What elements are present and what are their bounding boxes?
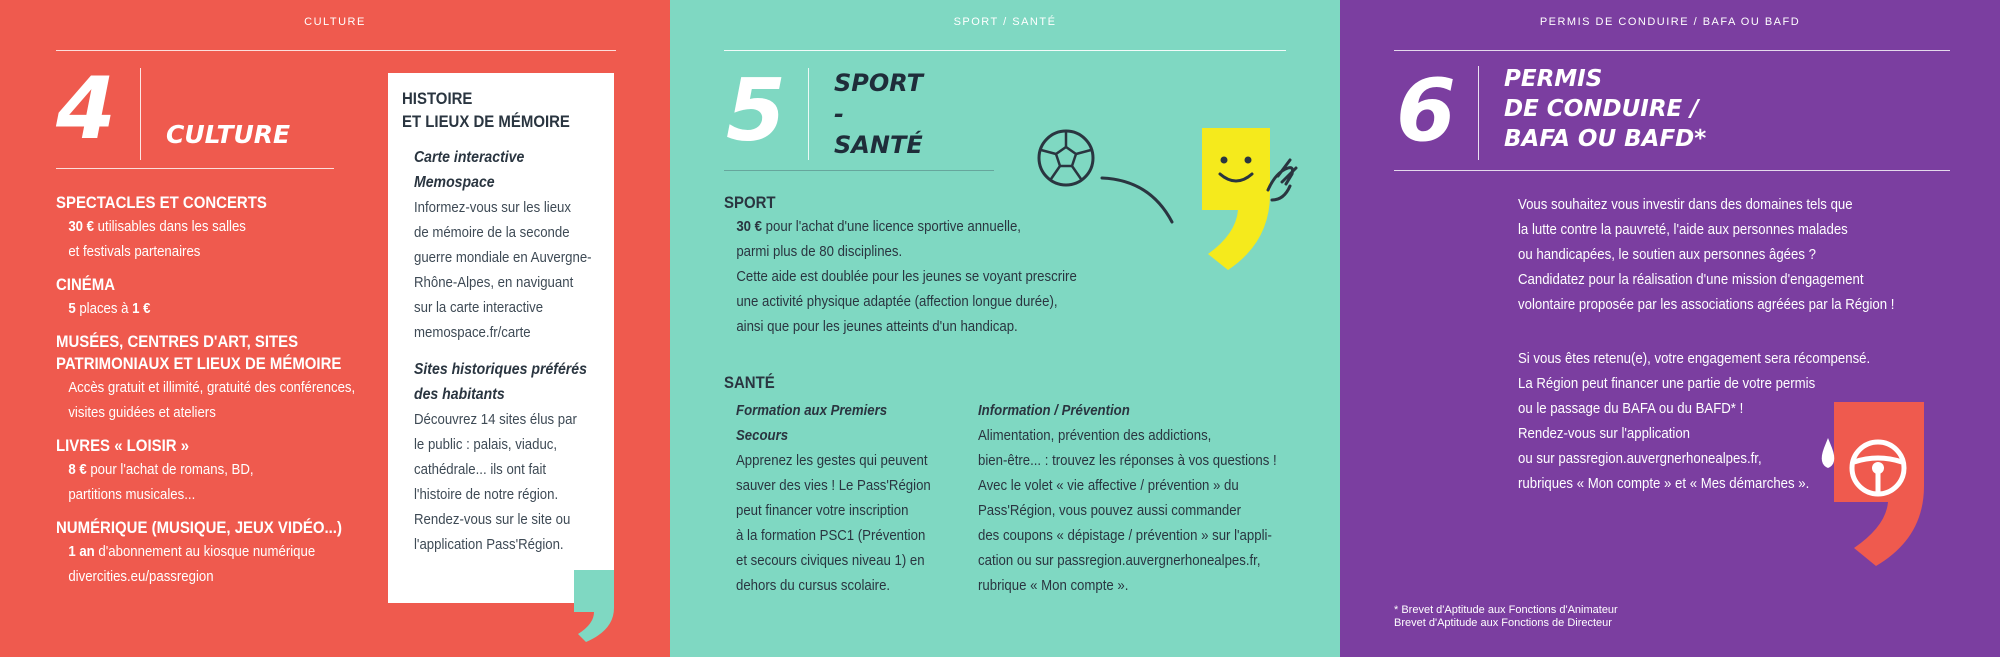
section-title: SPORT - SANTÉ (834, 69, 924, 159)
divider (140, 68, 141, 160)
permis-text: ou le passage du BAFA ou du BAFD* ! (1518, 400, 1744, 417)
permis-text: rubriques « Mon compte » et « Mes démarches ». (1518, 475, 1810, 492)
box-text: Rendez-vous sur le site ou (414, 511, 571, 528)
smiling-comma-icon (1194, 124, 1304, 274)
permis-text: ou sur passregion.auvergnerhonealpes.fr, (1518, 450, 1762, 467)
column-text: à la formation PSC1 (Prévention (736, 527, 926, 544)
box-text: Rhône-Alpes, en naviguant (414, 274, 574, 291)
steering-wheel-comma-icon (1816, 398, 1936, 570)
item-heading: PATRIMONIAUX ET LIEUX DE MÉMOIRE (56, 354, 342, 373)
sport-panel (670, 0, 1340, 657)
item-text: 5 places à 1 € (68, 300, 151, 317)
box-subtitle: Carte interactive (414, 149, 525, 166)
divider (724, 50, 1286, 51)
column-text: dehors du cursus scolaire. (736, 577, 891, 594)
column-text: des coupons « dépistage / prévention » sur l'appli- (978, 527, 1272, 544)
item-heading: SPECTACLES ET CONCERTS (56, 193, 267, 212)
item-text: partitions musicales... (68, 486, 196, 503)
box-text: l'application Pass'Région. (414, 536, 564, 553)
permis-text: volontaire proposée par les associations agréées par la Région ! (1518, 296, 1895, 313)
divider (1394, 170, 1950, 171)
prevention-column (978, 398, 1317, 598)
section-number: 5 (726, 61, 786, 161)
culture-panel (0, 0, 670, 657)
sport-top-label: SPORT / SANTÉ (953, 16, 1057, 28)
box-subtitle: Sites historiques préférés (414, 361, 587, 378)
sport-text: 30 € pour l'achat d'une licence sportive annuelle, (736, 218, 1021, 235)
column-text: Apprenez les gestes qui peuvent (736, 452, 928, 469)
section-number: 6 (1396, 61, 1456, 161)
sante-section (724, 372, 782, 394)
item-text: visites guidées et ateliers (68, 404, 216, 421)
item-text: 1 an d'abonnement au kiosque numérique (68, 543, 316, 560)
column-title: Secours (736, 427, 789, 444)
permis-text: Si vous êtes retenu(e), votre engagement sera récompensé. (1518, 350, 1871, 367)
divider (1478, 66, 1479, 160)
column-text: cation ou sur passregion.auvergnerhonealpes.fr, (978, 552, 1261, 569)
divider (808, 68, 809, 160)
section-number: 4 (56, 59, 116, 159)
sport-text: parmi plus de 80 disciplines. (736, 243, 903, 260)
column-text: bien-être... : trouvez les réponses à vos questions ! (978, 452, 1277, 469)
item-heading: MUSÉES, CENTRES D'ART, SITES (56, 332, 299, 351)
first-aid-column (736, 398, 957, 598)
box-subtitle: des habitants (414, 386, 505, 403)
item-text: divercities.eu/passregion (68, 568, 214, 585)
column-text: et secours civiques niveau 1) en (736, 552, 925, 569)
sante-heading: SANTÉ (724, 373, 775, 392)
column-text: sauver des vies ! Le Pass'Région (736, 477, 931, 494)
permis-top-label: PERMIS DE CONDUIRE / BAFA OU BAFD (1539, 16, 1801, 28)
memory-box (388, 73, 614, 603)
item-heading: NUMÉRIQUE (MUSIQUE, JEUX VIDÉO...) (56, 518, 342, 537)
item-text: Accès gratuit et illimité, gratuité des conférences, (68, 379, 356, 396)
column-text: rubrique « Mon compte ». (978, 577, 1129, 594)
box-text: guerre mondiale en Auvergne- (414, 249, 592, 266)
section-title: CULTURE (166, 120, 291, 149)
sport-heading: SPORT (724, 193, 776, 212)
footnote: Brevet d'Aptitude aux Fonctions de Directeur (1394, 617, 1612, 629)
column-text: Avec le volet « vie affective / prévention » du (978, 477, 1239, 494)
divider (56, 50, 616, 51)
column-text: Pass'Région, vous pouvez aussi commander (978, 502, 1241, 519)
column-title: Formation aux Premiers (736, 402, 888, 419)
box-title: ET LIEUX DE MÉMOIRE (402, 112, 570, 131)
box-text: Informez-vous sur les lieux (414, 199, 571, 216)
sport-text: une activité physique adaptée (affection longue durée), (736, 293, 1058, 310)
box-text: l'histoire de notre région. (414, 486, 559, 503)
item-heading: LIVRES « LOISIR » (56, 436, 190, 455)
permis-panel (1340, 0, 2000, 657)
divider (1394, 50, 1950, 51)
permis-text: Rendez-vous sur l'application (1518, 425, 1691, 442)
box-text: de mémoire de la seconde (414, 224, 570, 241)
sport-text: Cette aide est doublée pour les jeunes se voyant prescrire (736, 268, 1077, 285)
divider (56, 168, 334, 169)
column-title: Information / Prévention (978, 402, 1130, 419)
box-text: le public : palais, viaduc, (414, 436, 558, 453)
sport-section (724, 192, 1125, 339)
column-text: peut financer votre inscription (736, 502, 909, 519)
permis-text: Vous souhaitez vous investir dans des domaines tels que (1518, 196, 1853, 213)
box-subtitle: Memospace (414, 174, 495, 191)
item-text: et festivals partenaires (68, 243, 201, 260)
item-text: 8 € pour l'achat de romans, BD, (68, 461, 254, 478)
sport-text: ainsi que pour les jeunes atteints d'un handicap. (736, 318, 1018, 335)
box-text: Découvrez 14 sites élus par (414, 411, 577, 428)
box-text: sur la carte interactive (414, 299, 544, 316)
section-title: PERMIS DE CONDUIRE / BAFA OU BAFD* (1504, 66, 1707, 152)
culture-top-label: CULTURE (304, 16, 366, 28)
box-title: HISTOIRE (402, 89, 473, 108)
permis-text: Candidatez pour la réalisation d'une mission d'engagement (1518, 271, 1864, 288)
permis-intro (1518, 192, 1946, 317)
culture-list (56, 192, 396, 589)
comma-icon (572, 568, 616, 644)
column-text: Alimentation, prévention des addictions, (978, 427, 1212, 444)
item-heading: CINÉMA (56, 275, 116, 294)
permis-text: ou handicapées, le soutien aux personnes âgées ? (1518, 246, 1816, 263)
footnote: * Brevet d'Aptitude aux Fonctions d'Animateur (1394, 604, 1618, 616)
ball-icon (1036, 128, 1096, 188)
divider (724, 170, 994, 171)
box-text: cathédrale... ils ont fait (414, 461, 547, 478)
permis-text: La Région peut financer une partie de votre permis (1518, 375, 1816, 392)
box-text: memospace.fr/carte (414, 324, 531, 341)
item-text: 30 € utilisables dans les salles (68, 218, 246, 235)
permis-text: la lutte contre la pauvreté, l'aide aux personnes malades (1518, 221, 1848, 238)
